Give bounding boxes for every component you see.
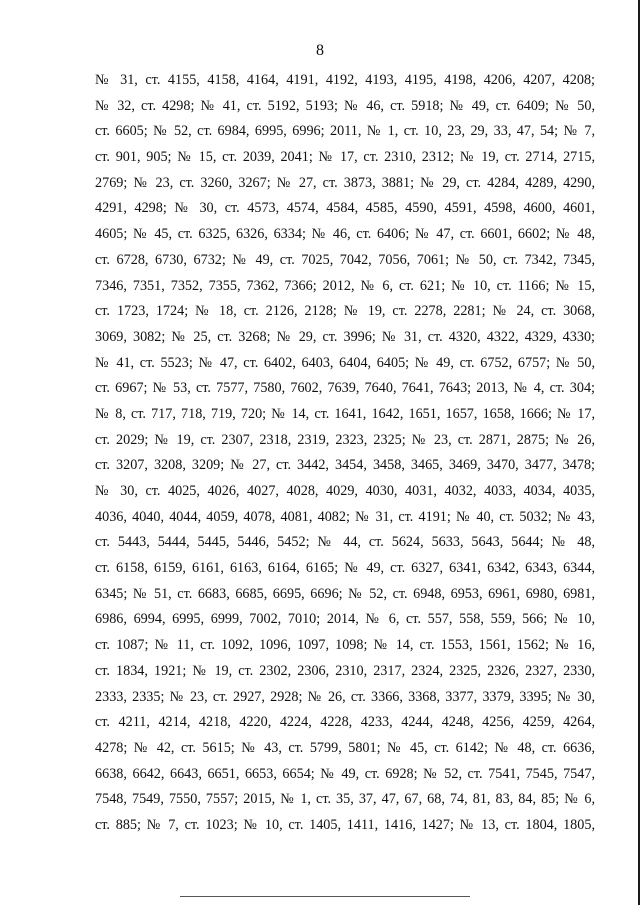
page-number: 8 bbox=[316, 42, 324, 59]
text-line: № 32, ст. 4298; № 41, ст. 5192, 5193; № 46, ст. 5918; № 49, ст. 6409; № 50, bbox=[95, 97, 595, 114]
text-line: ст. 1834, 1921; № 19, ст. 2302, 2306, 2310, 2317, 2324, 2325, 2326, 2327, 2330, bbox=[95, 662, 595, 679]
text-line: ст. 6158, 6159, 6161, 6163, 6164, 6165; № 49, ст. 6327, 6341, 6342, 6343, 6344, bbox=[95, 560, 595, 577]
text-line: ст. 2029; № 19, ст. 2307, 2318, 2319, 2323, 2325; № 23, ст. 2871, 2875; № 26, bbox=[95, 431, 595, 448]
text-line: 3069, 3082; № 25, ст. 3268; № 29, ст. 3996; № 31, ст. 4320, 4322, 4329, 4330; bbox=[95, 328, 595, 345]
text-line: 4605; № 45, ст. 6325, 6326, 6334; № 46, ст. 6406; № 47, ст. 6601, 6602; № 48, bbox=[95, 226, 595, 243]
text-line: 7346, 7351, 7352, 7355, 7362, 7366; 2012, № 6, ст. 621; № 10, ст. 1166; № 15, bbox=[95, 277, 595, 294]
text-line: № 8, ст. 717, 718, 719, 720; № 14, ст. 1641, 1642, 1651, 1657, 1658, 1666; № 17, bbox=[95, 405, 595, 422]
text-line: 4291, 4298; № 30, ст. 4573, 4574, 4584, 4585, 4590, 4591, 4598, 4600, 4601, bbox=[95, 200, 595, 217]
text-line: 6986, 6994, 6995, 6999, 7002, 7010; 2014, № 6, ст. 557, 558, 559, 566; № 10, bbox=[95, 611, 595, 628]
text-line: ст. 901, 905; № 15, ст. 2039, 2041; № 17, ст. 2310, 2312; № 19, ст. 2714, 2715, bbox=[95, 149, 595, 166]
text-line: ст. 1087; № 11, ст. 1092, 1096, 1097, 1098; № 14, ст. 1553, 1561, 1562; № 16, bbox=[95, 637, 595, 654]
text-line: ст. 1723, 1724; № 18, ст. 2126, 2128; № 19, ст. 2278, 2281; № 24, ст. 3068, bbox=[95, 303, 595, 320]
text-line: ст. 885; № 7, ст. 1023; № 10, ст. 1405, 1411, 1416, 1427; № 13, ст. 1804, 1805, bbox=[95, 816, 595, 833]
text-line: 6638, 6642, 6643, 6651, 6653, 6654; № 49, ст. 6928; № 52, ст. 7541, 7545, 7547, bbox=[95, 765, 595, 782]
text-line: ст. 4211, 4214, 4218, 4220, 4224, 4228, 4233, 4244, 4248, 4256, 4259, 4264, bbox=[95, 714, 595, 731]
scan-bottom-line bbox=[180, 896, 470, 897]
text-line: № 30, ст. 4025, 4026, 4027, 4028, 4029, 4030, 4031, 4032, 4033, 4034, 4035, bbox=[95, 483, 595, 499]
text-line: ст. 6605; № 52, ст. 6984, 6995, 6996; 2011, № 1, ст. 10, 23, 29, 33, 47, 54; № 7, bbox=[95, 123, 595, 140]
text-line: ст. 6967; № 53, ст. 7577, 7580, 7602, 7639, 7640, 7641, 7643; 2013, № 4, ст. 304; bbox=[95, 380, 595, 397]
text-line: ст. 5443, 5444, 5445, 5446, 5452; № 44, ст. 5624, 5633, 5643, 5644; № 48, bbox=[95, 534, 595, 551]
text-line: ст. 6728, 6730, 6732; № 49, ст. 7025, 7042, 7056, 7061; № 50, ст. 7342, 7345, bbox=[95, 251, 595, 268]
text-line: № 41, ст. 5523; № 47, ст. 6402, 6403, 6404, 6405; № 49, ст. 6752, 6757; № 50, bbox=[95, 354, 595, 371]
text-line: № 31, ст. 4155, 4158, 4164, 4191, 4192, 4193, 4195, 4198, 4206, 4207, 4208; bbox=[95, 72, 595, 88]
text-line: 4278; № 42, ст. 5615; № 43, ст. 5799, 5801; № 45, ст. 6142; № 48, ст. 6636, bbox=[95, 739, 595, 756]
text-line: ст. 3207, 3208, 3209; № 27, ст. 3442, 3454, 3458, 3465, 3469, 3470, 3477, 3478; bbox=[95, 457, 595, 474]
text-line: 2769; № 23, ст. 3260, 3267; № 27, ст. 3873, 3881; № 29, ст. 4284, 4289, 4290, bbox=[95, 174, 595, 191]
text-line: 7548, 7549, 7550, 7557; 2015, № 1, ст. 35, 37, 47, 67, 68, 74, 81, 83, 84, 85; № 6, bbox=[95, 791, 595, 808]
text-line: 2333, 2335; № 23, ст. 2927, 2928; № 26, ст. 3366, 3368, 3377, 3379, 3395; № 30, bbox=[95, 688, 595, 705]
text-line: 4036, 4040, 4044, 4059, 4078, 4081, 4082; № 31, ст. 4191; № 40, ст. 5032; № 43, bbox=[95, 508, 595, 525]
citation-text-body bbox=[95, 68, 595, 839]
text-line: 6345; № 51, ст. 6683, 6685, 6695, 6696; № 52, ст. 6948, 6953, 6961, 6980, 6981, bbox=[95, 585, 595, 602]
